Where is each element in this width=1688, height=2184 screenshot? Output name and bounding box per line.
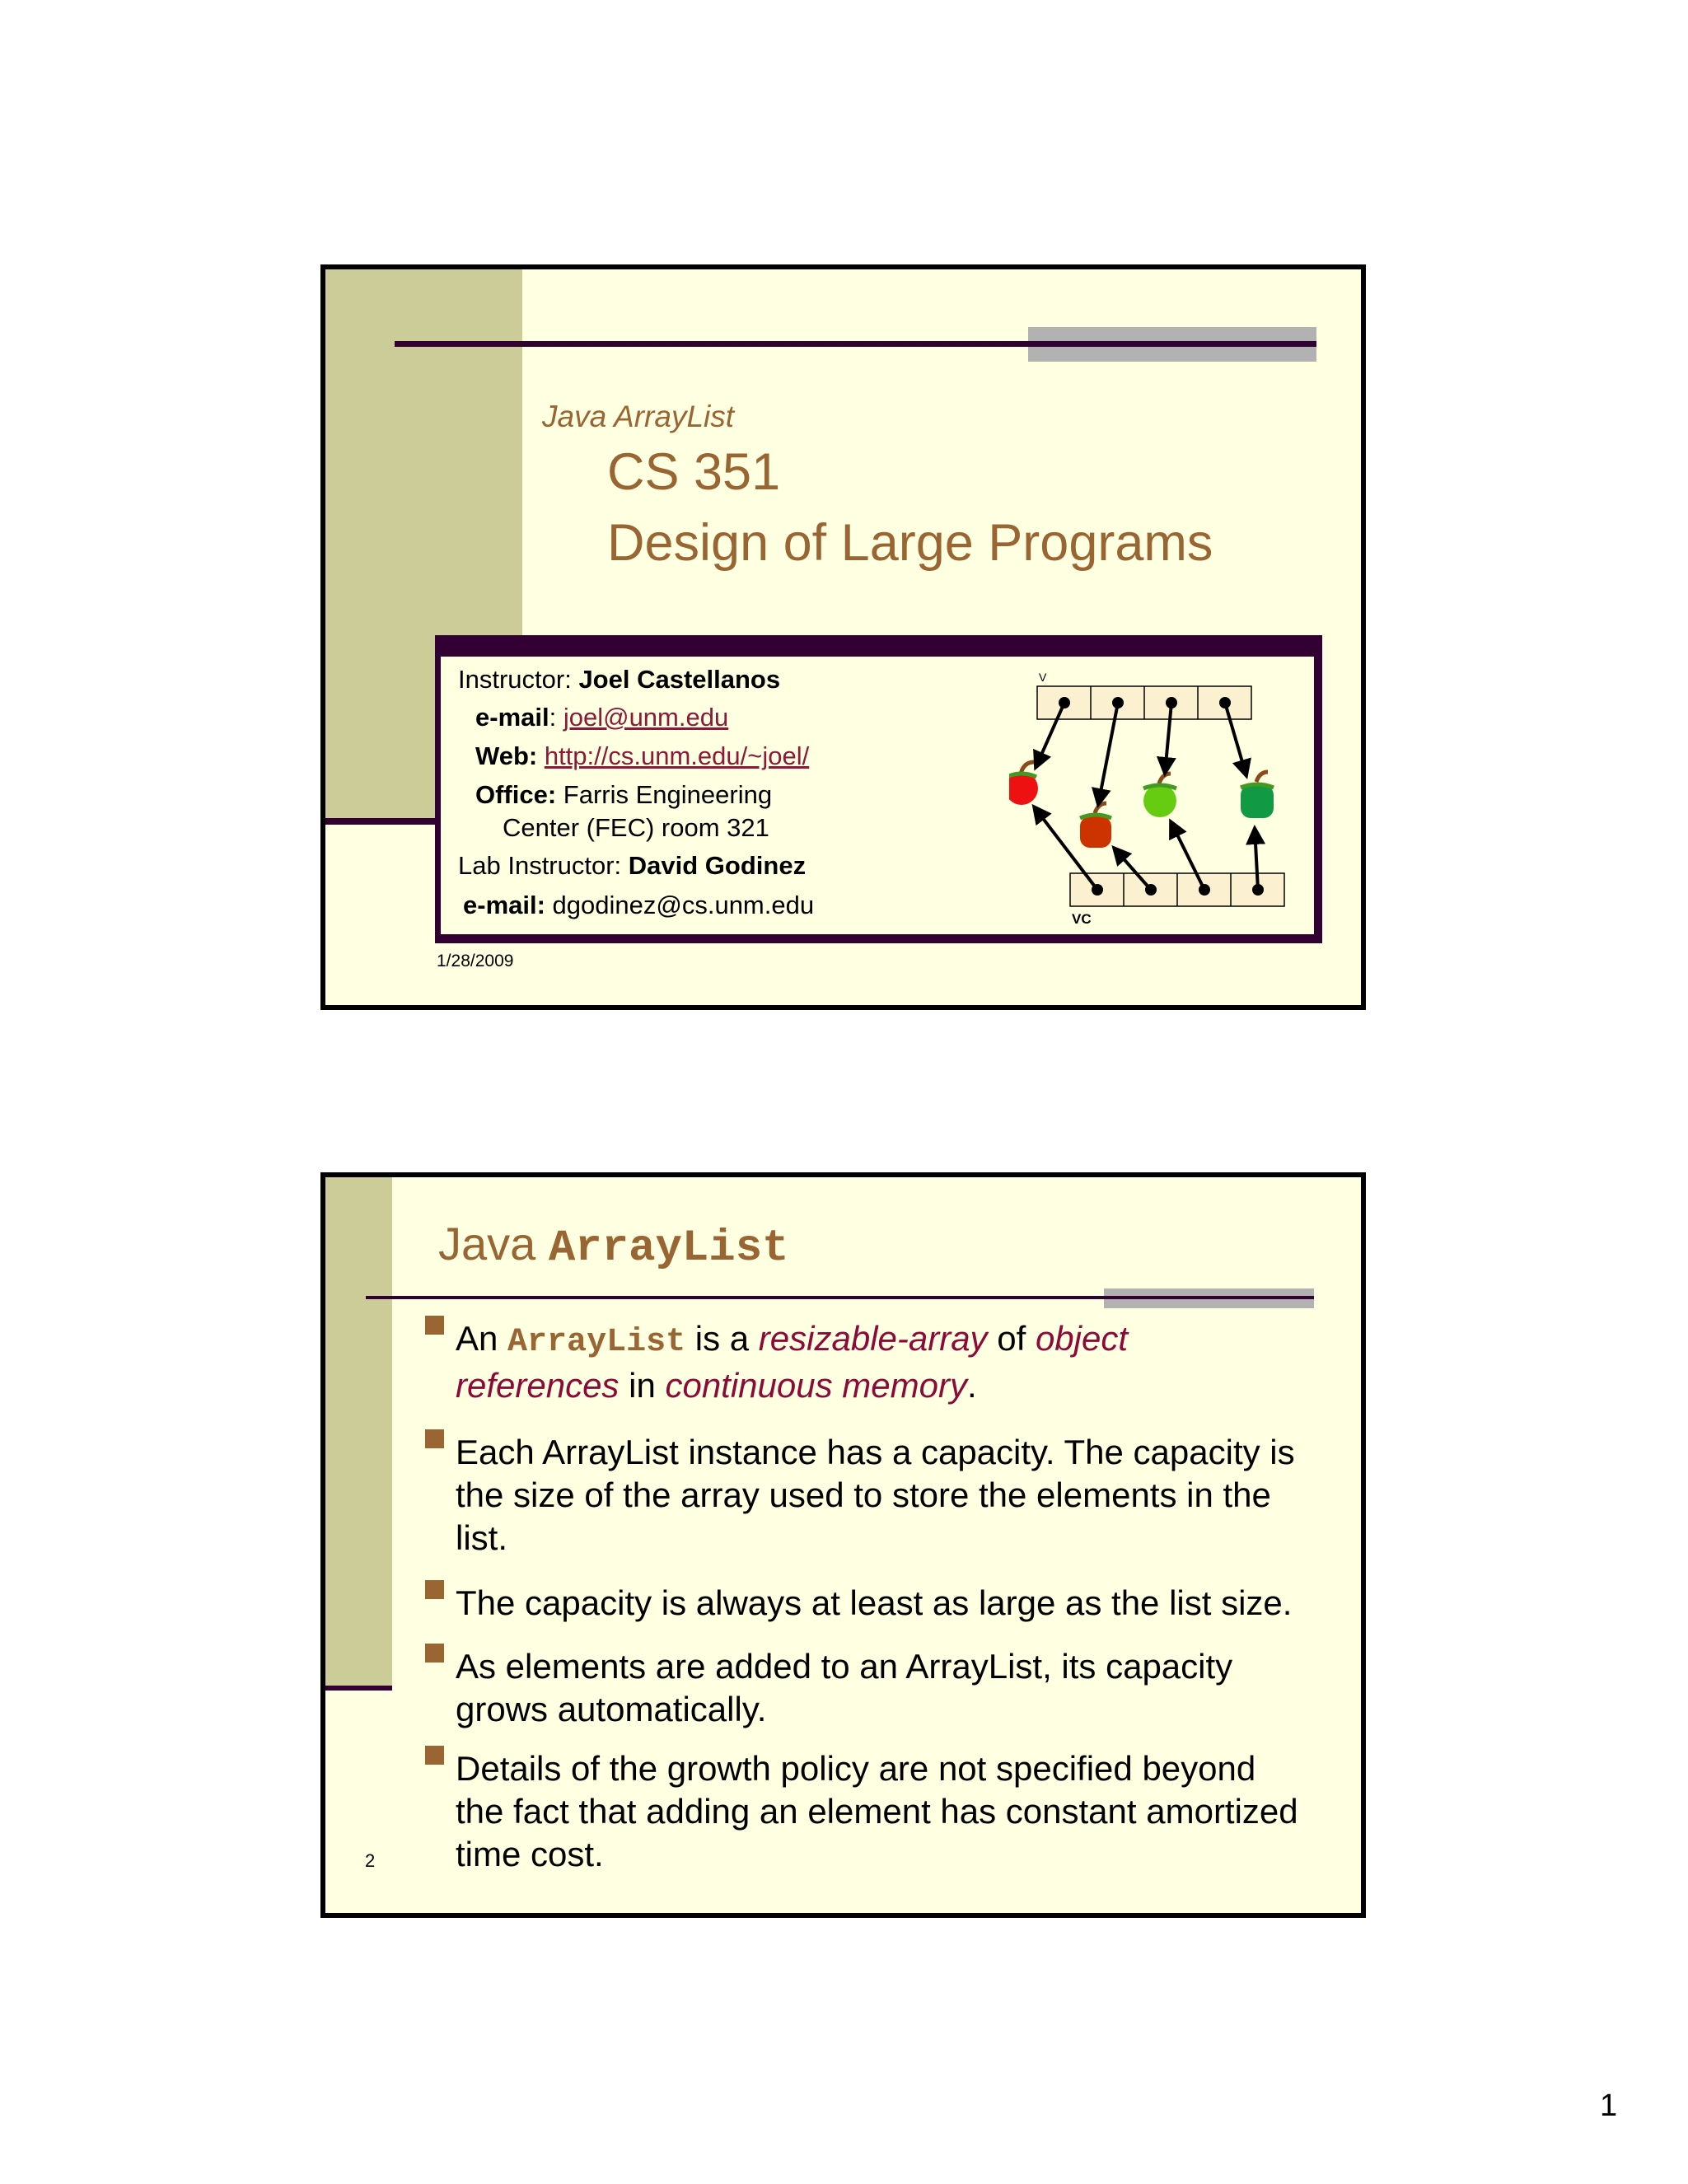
emphasis-continuous-memory: continuous memory [665, 1366, 967, 1405]
lab-email-label: e-mail: [463, 891, 545, 919]
office-line [475, 780, 772, 810]
lab-instructor-line [458, 851, 806, 881]
bullet-marker [425, 1580, 444, 1599]
web-line [475, 741, 809, 771]
text: is a [685, 1319, 759, 1358]
line: As elements are added to an ArrayList, its capacity [456, 1647, 1233, 1686]
apple-dark-green-icon [1241, 772, 1274, 818]
email-line [475, 703, 728, 732]
slide-title-code: ArrayList [548, 1223, 789, 1274]
text: in [619, 1366, 666, 1405]
text: . [966, 1366, 977, 1405]
office-label: Office: [475, 780, 557, 809]
email-separator: : [549, 703, 563, 732]
course-title: Design of Large Programs [607, 514, 1213, 572]
emphasis-references: references [456, 1366, 620, 1405]
sidebar-panel [325, 1177, 392, 1686]
office-value: Farris Engineering [556, 780, 773, 809]
code-arraylist: ArrayList [507, 1324, 686, 1361]
instructor-label: Instructor: [458, 665, 579, 694]
lab-instructor-label: Lab Instructor: [458, 851, 629, 880]
apple-light-green-icon [1143, 774, 1176, 817]
page-number: 1 [1600, 2088, 1618, 2123]
line: list. [456, 1518, 507, 1557]
emphasis-object: object [1035, 1319, 1129, 1358]
header-rule [395, 341, 1316, 347]
bullet-marker [425, 1429, 444, 1448]
emphasis-resizable-array: resizable-array [758, 1319, 988, 1358]
array-vc [1070, 873, 1284, 906]
lab-email-value: dgodinez@cs.unm.edu [545, 891, 815, 919]
bullet-1-text [456, 1317, 1128, 1407]
slide-2-content [320, 1172, 1366, 1918]
bullet-marker [425, 1746, 444, 1765]
bullet-3-text [456, 1582, 1292, 1625]
header-rule [366, 1296, 1314, 1299]
slide-title-text: Java [438, 1218, 549, 1270]
instructor-name: Joel Castellanos [578, 665, 781, 694]
bullet-5-text [456, 1747, 1298, 1876]
line: Each ArrayList instance has a capacity. The capacity is [456, 1433, 1295, 1471]
arraylist-reference-diagram [1009, 665, 1314, 937]
apple-orange-red-icon [1080, 803, 1111, 848]
line: time cost. [456, 1835, 604, 1873]
line: The capacity is always at least as large as the list size. [456, 1583, 1293, 1622]
bullet-marker [425, 1316, 444, 1335]
line: the size of the array used to store the elements in the [456, 1475, 1271, 1514]
subtitle: Java ArrayList [542, 400, 735, 433]
array-vc-label: VC [1072, 911, 1092, 927]
array-v-label: V [1039, 671, 1047, 684]
slide-1-title [320, 264, 1366, 1010]
line: Details of the growth policy are not specified beyond [456, 1749, 1256, 1788]
bullet-4-text [456, 1645, 1232, 1731]
slide-date: 1/28/2009 [437, 952, 514, 970]
sidebar-bottom-rule [325, 818, 441, 825]
office-line-2: Center (FEC) room 321 [503, 813, 769, 842]
slide-title [438, 1217, 789, 1274]
web-link[interactable]: http://cs.unm.edu/~joel/ [544, 741, 810, 770]
email-link[interactable]: joel@unm.edu [563, 703, 729, 732]
instructor-line [458, 665, 780, 694]
text: of [987, 1319, 1036, 1358]
lab-email-line [463, 891, 814, 920]
slide-number: 2 [365, 1850, 376, 1871]
apple-red-icon [1009, 762, 1038, 805]
web-label: Web: [475, 741, 538, 770]
sidebar-bottom-rule [325, 1686, 392, 1691]
bullet-marker [425, 1644, 444, 1663]
lab-instructor-name: David Godinez [628, 851, 807, 880]
bullet-2-text [456, 1431, 1295, 1560]
array-v [1037, 686, 1251, 719]
line: the fact that adding an element has constant amortized [456, 1792, 1298, 1831]
line: grows automatically. [456, 1690, 767, 1728]
email-label: e-mail [475, 703, 549, 732]
course-code: CS 351 [607, 443, 781, 501]
text: An [456, 1319, 508, 1358]
